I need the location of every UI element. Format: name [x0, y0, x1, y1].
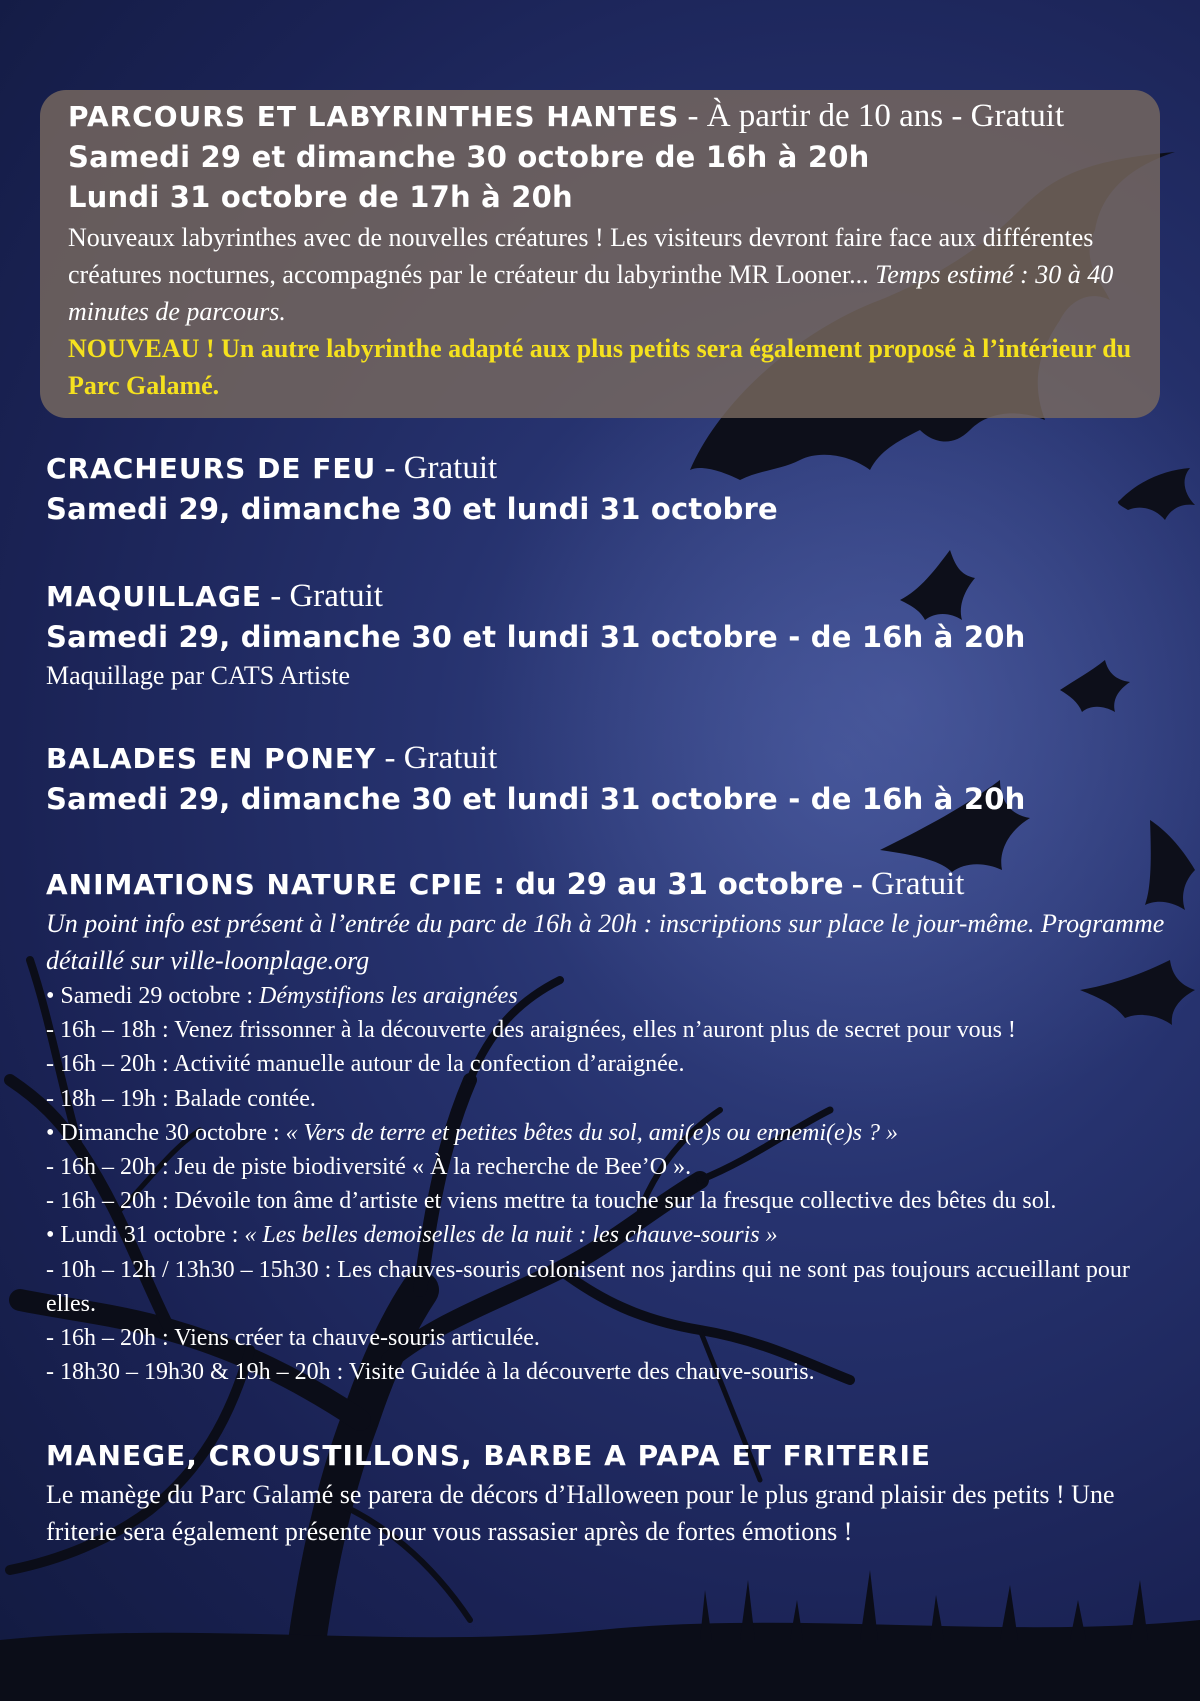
cracheurs-section [46, 448, 1166, 529]
maquillage-subtitle: - Gratuit [261, 578, 383, 614]
parcours-description [68, 219, 1148, 330]
animations-program [46, 979, 1166, 1389]
program-line-text: • Samedi 29 octobre : [46, 983, 260, 1009]
program-line [46, 1047, 1166, 1081]
maquillage-date: Samedi 29, dimanche 30 et lundi 31 octobre - de 16h à 20h [46, 620, 1026, 654]
cracheurs-title: CRACHEURS DE FEU [46, 452, 377, 485]
cracheurs-subtitle: - Gratuit [376, 450, 498, 486]
program-line-text: - 16h – 18h : Venez frissonner à la découverte des araignées, elles n’auront plus de secret pour vous ! [46, 1017, 1016, 1044]
program-line [46, 1218, 1166, 1252]
program-line [46, 1082, 1166, 1116]
balades-title: BALADES EN PONEY [46, 742, 377, 775]
program-line-text: - 10h – 12h / 13h30 – 15h30 : Les chauves-souris colonisent nos jardins qui ne sont pas toujours accueillant pour elles. [46, 1256, 1130, 1317]
maquillage-heading [46, 576, 1166, 617]
program-line-text: - 16h – 20h : Jeu de piste biodiversité « À la recherche de Bee’O ». [46, 1154, 692, 1181]
balades-subtitle: - Gratuit [376, 740, 498, 776]
parcours-heading [68, 96, 1148, 137]
animations-date: : du 29 au 31 octobre [483, 867, 844, 901]
parcours-desc-text: Nouveaux labyrinthes avec de nouvelles créatures ! Les visiteurs devront faire face aux différentes créatures nocturnes, accompagnés par le créateur du labyrinthe MR Looner... [68, 223, 1094, 289]
program-line-italic: Démystifions les araignées [259, 983, 518, 1009]
parcours-date-1: Samedi 29 et dimanche 30 octobre de 16h à 20h [68, 140, 870, 174]
program-line [46, 1116, 1166, 1150]
balades-heading [46, 738, 1166, 779]
program-line-text: - 18h – 19h : Balade contée. [46, 1085, 316, 1112]
program-line [46, 1013, 1166, 1047]
cracheurs-heading [46, 448, 1166, 489]
animations-subtitle: - Gratuit [843, 866, 965, 902]
program-line [46, 1355, 1166, 1389]
program-line-text: • Lundi 31 octobre : [46, 1222, 245, 1249]
program-line [46, 1253, 1166, 1321]
balades-section [46, 738, 1166, 819]
balades-date: Samedi 29, dimanche 30 et lundi 31 octobre - de 16h à 20h [46, 782, 1026, 816]
maquillage-section [46, 576, 1166, 694]
parcours-new-note: NOUVEAU ! Un autre labyrinthe adapté aux plus petits sera également proposé à l’intérieur du Parc Galamé. [68, 334, 1132, 400]
parcours-box [40, 90, 1160, 418]
manege-section [46, 1436, 1166, 1550]
animations-section [46, 864, 1166, 1389]
program-line [46, 1321, 1166, 1355]
manege-heading: MANEGE, CROUSTILLONS, BARBE A PAPA ET FRITERIE [46, 1439, 932, 1472]
animations-intro: Un point info est présent à l’entrée du parc de 16h à 20h : inscriptions sur place le jour-même. Programme détaillé sur ville-loonplage.org [46, 909, 1165, 975]
parcours-date-2: Lundi 31 octobre de 17h à 20h [68, 180, 573, 214]
program-line-text: • Dimanche 30 octobre : [46, 1119, 286, 1146]
animations-title: ANIMATIONS NATURE CPIE [46, 868, 484, 901]
program-line-text: - 18h30 – 19h30 & 19h – 20h : Visite Guidée à la découverte des chauve-souris. [46, 1359, 815, 1386]
program-line [46, 979, 1166, 1013]
program-line-text: - 16h – 20h : Activité manuelle autour de la confection d’araignée. [46, 1051, 685, 1078]
program-line-text: - 16h – 20h : Dévoile ton âme d’artiste et viens mettre ta touche sur la fresque collective des bêtes du sol. [46, 1188, 1057, 1215]
animations-heading [46, 864, 1166, 905]
program-line-text: - 16h – 20h : Viens créer ta chauve-souris articulée. [46, 1325, 540, 1352]
program-line-italic: « Les belles demoiselles de la nuit : les chauve-souris » [244, 1222, 778, 1249]
parcours-title: PARCOURS ET LABYRINTHES HANTES [68, 100, 680, 133]
manege-desc: Le manège du Parc Galamé se parera de décors d’Halloween pour le plus grand plaisir des petits ! Une friterie sera également présente pour vous rassasier après de fortes émotions ! [46, 1480, 1115, 1546]
program-line [46, 1184, 1166, 1218]
program-line [46, 1150, 1166, 1184]
cracheurs-date: Samedi 29, dimanche 30 et lundi 31 octobre [46, 492, 778, 526]
maquillage-desc: Maquillage par CATS Artiste [46, 661, 351, 690]
program-line-italic: « Vers de terre et petites bêtes du sol, ami(e)s ou ennemi(e)s ? » [285, 1119, 898, 1146]
parcours-subtitle: - À partir de 10 ans - Gratuit [679, 98, 1065, 134]
parcours-desc-italic: Temps estimé : 30 à 40 minutes de parcours. [68, 260, 1114, 326]
maquillage-title: MAQUILLAGE [46, 580, 262, 613]
